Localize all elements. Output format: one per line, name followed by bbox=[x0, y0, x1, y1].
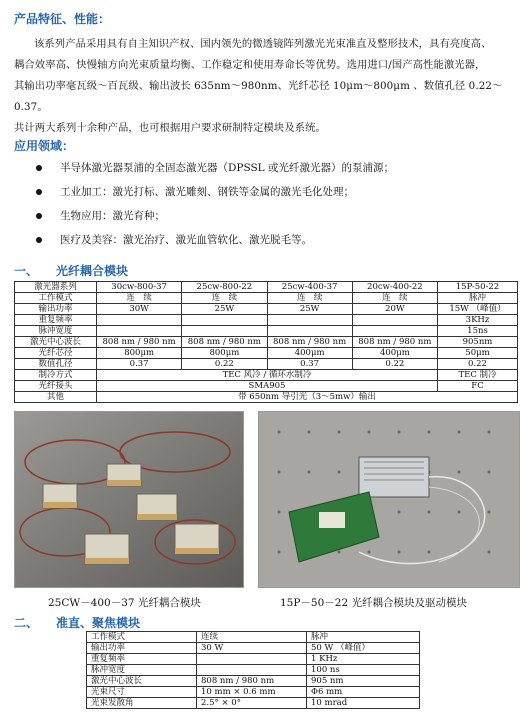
table-cell bbox=[267, 326, 352, 337]
table-cell bbox=[97, 326, 182, 337]
table-cell: 脉冲 bbox=[307, 632, 420, 643]
table-cell bbox=[352, 315, 437, 326]
table-header: 25cw-400-37 bbox=[267, 282, 352, 293]
table-row bbox=[15, 381, 518, 392]
row-label: 光束发散角 bbox=[87, 698, 197, 709]
table-cell: Φ6 mm bbox=[307, 687, 420, 698]
row-label: 工作模式 bbox=[15, 293, 97, 304]
section-title: 准直、聚焦模块 bbox=[56, 616, 141, 630]
table-row bbox=[87, 687, 420, 698]
table-row bbox=[15, 348, 518, 359]
table-cell: 连 续 bbox=[267, 293, 352, 304]
table-cell: 0.22 bbox=[182, 359, 267, 370]
table-cell: 25W bbox=[267, 304, 352, 315]
table-cell: 100 ns bbox=[307, 665, 420, 676]
table-cell bbox=[182, 326, 267, 337]
table-cell bbox=[197, 665, 307, 676]
table-row bbox=[87, 676, 420, 687]
table-cell: TEC 制冷 bbox=[438, 370, 518, 381]
table-cell: 带 650nm 导引光（3～5mw）输出 bbox=[97, 392, 518, 403]
list-item bbox=[34, 185, 514, 209]
row-label: 输出功率 bbox=[87, 643, 197, 654]
module-photo-left bbox=[14, 411, 244, 588]
row-label: 其他 bbox=[15, 392, 97, 403]
section1-heading bbox=[14, 262, 128, 279]
table-cell: 连 续 bbox=[352, 293, 437, 304]
row-label: 光纤芯径 bbox=[15, 348, 97, 359]
row-label: 重复频率 bbox=[87, 654, 197, 665]
photo-caption-left: 25CW－400－37 光纤耦合模块 bbox=[48, 597, 201, 609]
bullet-icon bbox=[36, 189, 42, 195]
table-header: 激光器系列 bbox=[15, 282, 97, 293]
table-header: 30cw-800-37 bbox=[97, 282, 182, 293]
applications-list bbox=[34, 161, 514, 257]
table-cell: 连 续 bbox=[97, 293, 182, 304]
table-cell: 脉冲 bbox=[438, 293, 518, 304]
table-cell: 连续 bbox=[197, 632, 307, 643]
table-cell: 2.5° × 0° bbox=[197, 698, 307, 709]
bullet-icon bbox=[36, 237, 42, 243]
fiber-modules-photo bbox=[15, 412, 243, 587]
table-header-row bbox=[15, 282, 518, 293]
table-cell: 20W bbox=[352, 304, 437, 315]
table-cell: FC bbox=[438, 381, 518, 392]
list-item bbox=[34, 209, 514, 233]
list-item-text: 生物应用：激光育种； bbox=[60, 210, 165, 222]
table-cell: 30W bbox=[97, 304, 182, 315]
table-cell: 10 mrad bbox=[307, 698, 420, 709]
table-cell: 400μm bbox=[267, 348, 352, 359]
table-row bbox=[15, 326, 518, 337]
features-line: 共计两大系列十余种产品，也可根据用户要求研制特定模块及系统。 bbox=[14, 122, 326, 134]
list-item bbox=[34, 233, 514, 257]
features-heading: 产品特征、性能： bbox=[14, 12, 111, 26]
table-cell: 400μm bbox=[352, 348, 437, 359]
table-header: 20cw-400-22 bbox=[352, 282, 437, 293]
table-header: 15P-50-22 bbox=[438, 282, 518, 293]
table-cell: 0.22 bbox=[352, 359, 437, 370]
pulse-module-driver-photo bbox=[259, 412, 519, 587]
row-label: 输出功率 bbox=[15, 304, 97, 315]
table-cell: 1 KHz bbox=[307, 654, 420, 665]
row-label: 激光中心波长 bbox=[15, 337, 97, 348]
table-row bbox=[87, 665, 420, 676]
section2-heading bbox=[14, 614, 140, 631]
section-number: 二、 bbox=[14, 616, 39, 630]
table-cell: 905nm bbox=[438, 337, 518, 348]
table-cell bbox=[97, 315, 182, 326]
table-row bbox=[15, 315, 518, 326]
table-cell: 808 nm / 980 nm bbox=[267, 337, 352, 348]
table-cell: SMA905 bbox=[97, 381, 438, 392]
table-cell bbox=[267, 315, 352, 326]
fiber-module-spec-table bbox=[14, 281, 518, 403]
table-cell: 3KHz bbox=[438, 315, 518, 326]
row-label: 光束尺寸 bbox=[87, 687, 197, 698]
table-cell bbox=[197, 654, 307, 665]
row-label: 制冷方式 bbox=[15, 370, 97, 381]
list-item-text: 工业加工：激光打标、激光雕刻、钢铁等金属的激光毛化处理； bbox=[60, 186, 354, 198]
photo-caption-right: 15P－50－22 光纤耦合模块及驱动模块 bbox=[280, 597, 467, 609]
table-cell: 0.22 bbox=[438, 359, 518, 370]
table-cell: 800μm bbox=[97, 348, 182, 359]
table-cell: 0.37 bbox=[97, 359, 182, 370]
list-item-text: 医疗及美容：激光治疗、激光血管软化、激光脱毛等。 bbox=[60, 234, 312, 246]
table-row bbox=[15, 304, 518, 315]
row-label: 光纤接头 bbox=[15, 381, 97, 392]
table-row bbox=[87, 632, 420, 643]
features-line: 其输出功率毫瓦级～百瓦级、输出波长 635nm～980nm、光纤芯径 10μm～800μm 、数值孔径 0.22～0.37。 bbox=[14, 80, 503, 113]
table-row bbox=[15, 392, 518, 403]
row-label: 重复频率 bbox=[15, 315, 97, 326]
table-cell: 连 续 bbox=[182, 293, 267, 304]
row-label: 脉冲宽度 bbox=[15, 326, 97, 337]
table-cell: 0.37 bbox=[267, 359, 352, 370]
table-cell: 30 W bbox=[197, 643, 307, 654]
table-cell: 15ns bbox=[438, 326, 518, 337]
table-cell: 10 mm × 0.6 mm bbox=[197, 687, 307, 698]
list-item-text: 半导体激光器泵浦的全固态激光器（DPSSL 或光纤激光器）的泵浦源； bbox=[60, 162, 394, 174]
module-photo-right bbox=[258, 411, 520, 588]
bullet-icon bbox=[36, 213, 42, 219]
bullet-icon bbox=[36, 165, 42, 171]
row-label: 工作模式 bbox=[87, 632, 197, 643]
table-cell: 808 nm / 980 nm bbox=[197, 676, 307, 687]
table-cell: 25W bbox=[182, 304, 267, 315]
table-cell: 50μm bbox=[438, 348, 518, 359]
list-item bbox=[34, 161, 514, 185]
features-paragraph bbox=[14, 34, 520, 139]
table-cell: 15W （峰值） bbox=[438, 304, 518, 315]
features-line: 该系列产品采用具有自主知识产权、国内领先的微透镜阵列激光光束准直及整形技术，具有亮度高、 bbox=[34, 38, 492, 50]
table-row bbox=[15, 370, 518, 381]
table-cell: 808 nm / 980 nm bbox=[352, 337, 437, 348]
table-row bbox=[87, 698, 420, 709]
table-cell: 808 nm / 980 nm bbox=[182, 337, 267, 348]
table-cell bbox=[352, 326, 437, 337]
table-row bbox=[15, 359, 518, 370]
table-cell: 800μm bbox=[182, 348, 267, 359]
features-line: 耦合效率高、快慢轴方向光束质量均衡、工作稳定和使用寿命长等优势。选用进口/国产高性能激光器， bbox=[14, 59, 486, 71]
section-title: 光纤耦合模块 bbox=[56, 264, 129, 278]
table-row bbox=[15, 293, 518, 304]
row-label: 脉冲宽度 bbox=[87, 665, 197, 676]
row-label: 数值孔径 bbox=[15, 359, 97, 370]
table-row bbox=[15, 337, 518, 348]
collimation-spec-table bbox=[86, 631, 420, 709]
table-cell: 905 nm bbox=[307, 676, 420, 687]
table-row bbox=[87, 654, 420, 665]
table-cell: TEC 风冷 / 循环水制冷 bbox=[97, 370, 438, 381]
table-cell: 50 W （峰值） bbox=[307, 643, 420, 654]
table-row bbox=[87, 643, 420, 654]
row-label: 激光中心波长 bbox=[87, 676, 197, 687]
section-number: 一、 bbox=[14, 264, 39, 278]
applications-heading: 应用领域： bbox=[14, 139, 75, 153]
table-cell: 808 nm / 980 nm bbox=[97, 337, 182, 348]
table-cell bbox=[182, 315, 267, 326]
table-header: 25cw-800-22 bbox=[182, 282, 267, 293]
